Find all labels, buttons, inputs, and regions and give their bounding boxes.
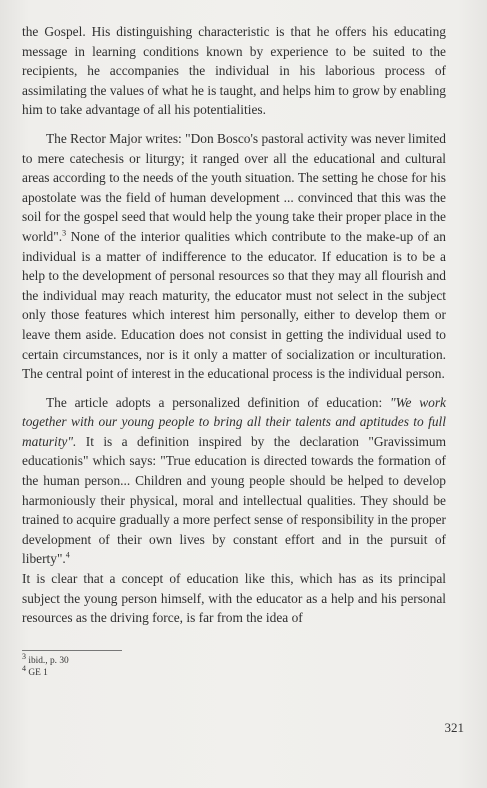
paragraph-2 — [22, 129, 446, 384]
paragraph-3 — [22, 393, 446, 569]
footnote-ref-3: 3 — [62, 228, 67, 238]
page-number: 321 — [444, 720, 464, 735]
paragraph-3-italic-quote: "We work together with our young people to bring all their talents and aptitudes to full maturity". — [22, 394, 446, 449]
paragraph-1 — [22, 22, 446, 120]
footnote-3-text: ibid., p. 30 — [28, 656, 69, 666]
paragraph-2-quote: The Rector Major writes: "Don Bosco's pastoral activity was never limited to mere catechesis or liturgy; it ranged over all the educational and cultural areas according to the needs of the youth situation. The setting he chose for his apostolate was the field of human development ... convinced that this was the soil for the gospel seed that would help the young take their proper place in the world". — [22, 130, 446, 244]
body-text — [22, 22, 446, 628]
paragraph-3-text: It is a definition inspired by the declaration "Gravissimum educationis" which says: "True education is directed towards the formation of the human person... Children and young people should be helped to develop harmoniously their physical, moral and intellectual qualities. They should be trained to acquire gradually a more perfect sense of responsibility in the proper development of their own lives by constant effort and in the pursuit of liberty". — [22, 433, 446, 567]
footnotes — [22, 651, 322, 679]
footnote-4-text: GE 1 — [28, 668, 48, 678]
footnote-divider — [22, 650, 122, 651]
footnote-3 — [22, 651, 322, 667]
paragraph-4 — [22, 569, 446, 628]
footnote-4 — [22, 663, 322, 679]
paragraph-4-text: It is clear that a concept of education like this, which has as its principal subject the young person himself, with the educator as a help and his personal resources as the driving force, is far from the idea of — [22, 571, 446, 626]
footnote-3-mark: 3 — [22, 651, 26, 661]
footnote-4-mark: 4 — [22, 663, 26, 673]
paragraph-2-text: None of the interior qualities which contribute to the make-up of an individual is a matter of indifference to the educator. If education is to be a help to the development of personal resources so that they may all flourish and the individual may reach maturity, the educator must not select in the subject only those features which interest him personally, either to develop them or leave them aside. Education does not consist in getting the individual used to certain circumstances, nor is it only a matter of socialization or inculturation. The central point of interest in the educational process is the individual person. — [22, 228, 446, 382]
paragraph-1-text: the Gospel. His distinguishing characteristic is that he offers his educating message in learning conditions known by experience to be suited to the recipients, he accompanies the individual in his laborious process of assimilating the values of what he is taught, and helps him to grow by enabling him to take advantage of all his potentialities. — [22, 24, 446, 118]
paragraph-3-intro: The article adopts a personalized definition of education: — [46, 394, 390, 410]
footnote-ref-4: 4 — [65, 550, 70, 560]
